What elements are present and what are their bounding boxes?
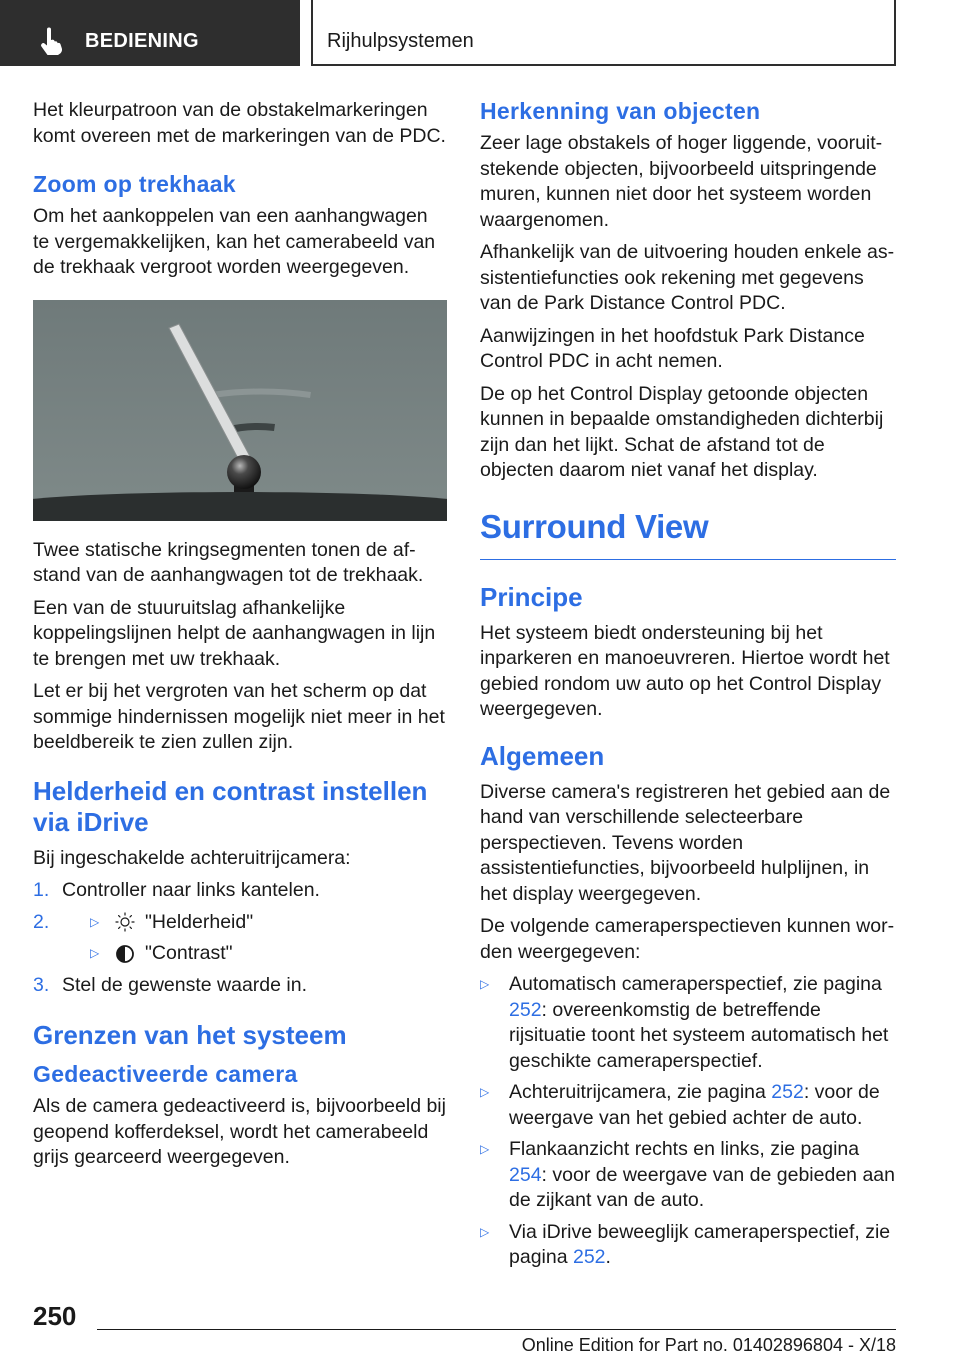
step-number: 1.	[33, 879, 50, 901]
bullet-text: : overeenkomstig de betreffende rijsituatie toont het systeem automatisch het geschikte cameraperspectief.	[509, 998, 889, 1072]
menu-path-contrast	[62, 941, 447, 967]
zoom-heading: Zoom op trekhaak	[33, 171, 236, 197]
bullet-text: : voor de weergave van het gebied achter de auto.	[509, 1081, 880, 1129]
deactivated-camera-paragraph: Als de camera gedeactiveerd is, bijvoorbeeld bij geopend kofferdeksel, wordt het camerabeeld grijs gearceerd weergegeven.	[33, 1095, 446, 1168]
triangle-bullet-icon: ▷	[480, 1142, 490, 1156]
triangle-bullet-icon: ▷	[480, 1085, 490, 1099]
deactivated-camera-heading: Gedeactiveerde camera	[33, 1061, 298, 1087]
chapter-tab	[311, 0, 896, 66]
page-link-252[interactable]: 252	[572, 1246, 606, 1268]
page-number: 250	[33, 1301, 77, 1331]
step-number: 3.	[33, 973, 50, 996]
step-text: Stel de gewenste waarde in.	[62, 973, 307, 996]
object-detection-p1: Zeer lage obstakels of hoger liggende, vooruitstekende objecten, bijvoorbeeld uitspringende muren, kunnen niet door het systeem worden waargenomen.	[480, 132, 883, 231]
bullet-text: Flankaanzicht rechts en links, zie pagina	[509, 1138, 860, 1160]
general-heading: Algemeen	[480, 740, 605, 771]
contrast-icon	[114, 943, 136, 965]
brightness-menu-label: "Helderheid"	[145, 910, 254, 933]
triangle-bullet-icon: ▷	[90, 914, 100, 929]
zoom-warning-paragraph: Let er bij het vergroten van het scherm op dat sommige hindernissen mogelijk niet meer in het beeldbereik te zien zullen zijn.	[33, 680, 445, 753]
hand-pointer-icon	[38, 27, 64, 57]
segments-paragraph: Twee statische kringsegmenten tonen de afstand van de aanhangwagen tot de trekhaak.	[33, 538, 424, 586]
left-column	[33, 98, 447, 1178]
contrast-menu-label: "Contrast"	[145, 942, 233, 964]
object-detection-heading: Herkenning van objecten	[480, 98, 761, 124]
coupling-lines-paragraph: Een van de stuuruitslag afhankelijke koppelingslijnen helpt de aanhangwagen in lijn te brengen met uw trekhaak.	[33, 596, 436, 670]
surround-view-heading: Surround View	[480, 508, 896, 560]
object-detection-p2: Afhankelijk van de uitvoering houden enkele assistentiefuncties ook rekening met gegevens van de Park Distance Control PDC.	[480, 241, 895, 314]
page-link-254[interactable]: 254	[509, 1163, 542, 1186]
list-item	[480, 1137, 896, 1214]
triangle-bullet-icon: ▷	[90, 946, 100, 960]
bullet-text: .	[605, 1246, 611, 1268]
general-paragraph-1: Diverse camera's registreren het gebied aan de hand van verschillende selecteerbare perspectieven. Tevens worden assistentiefuncties, bijvoorbeeld hulplijnen, in het display weergegeven.	[480, 780, 891, 905]
system-limits-heading: Grenzen van het systeem	[33, 1020, 347, 1050]
zoom-paragraph: Om het aankoppelen van een aanhangwagen te vergemakkelijken, kan het camerabeeld van de trekhaak vergroot worden weergegeven.	[33, 205, 436, 278]
page-link-252[interactable]: 252	[509, 998, 542, 1021]
page-link-252[interactable]: 252	[771, 1081, 804, 1103]
section-tab	[0, 0, 300, 66]
hitch-bumper-fill	[33, 506, 447, 521]
right-column	[480, 98, 896, 1277]
section-label: BEDIENING	[85, 30, 199, 52]
chapter-label: Rijhulpsystemen	[327, 30, 474, 52]
list-item	[33, 878, 447, 904]
trailer-hitch-camera-image	[33, 300, 447, 521]
principle-heading: Principe	[480, 581, 583, 612]
triangle-bullet-icon: ▷	[480, 1224, 490, 1239]
object-detection-p4: De op het Control Display getoonde objecten kunnen in bepaalde omstandigheden dichterbij zijn dan het lijkt. Schat de afstand tot de objecten daarom niet vanaf het display.	[480, 382, 884, 481]
hitch-ball	[227, 455, 261, 489]
list-item	[33, 910, 447, 967]
footer-divider	[97, 1329, 896, 1330]
bullet-text: Via iDrive beweeglijk cameraperspectief, zie pagina	[509, 1220, 891, 1268]
list-item	[480, 1220, 896, 1271]
camera-perspectives-list	[480, 972, 896, 1271]
bullet-text: Achteruitrijcamera, zie pagina	[509, 1081, 772, 1103]
steps-list	[33, 878, 447, 998]
triangle-bullet-icon: ▷	[480, 977, 490, 991]
edition-footer: Online Edition for Part no. 01402896804 - X/18	[521, 1335, 896, 1355]
step-number: 2.	[33, 910, 50, 933]
principle-paragraph: Het systeem biedt ondersteuning bij het inparkeren en manoeuvreren. Hiertoe wordt het gebied rondom uw auto op het Control Display weergegeven.	[480, 621, 890, 720]
menu-path-brightness	[62, 910, 447, 936]
list-item	[480, 972, 896, 1074]
intro-paragraph: Het kleurpatroon van de obstakelmarkeringen komt overeen met de markeringen van de PDC.	[33, 99, 446, 147]
sun-icon	[114, 911, 136, 933]
general-paragraph-2: De volgende cameraperspectieven kunnen worden weergegeven:	[480, 915, 895, 963]
page-header	[0, 0, 960, 66]
brightness-contrast-heading: Helderheid en contrast instellen via iDrive	[33, 775, 428, 837]
brightness-intro: Bij ingeschakelde achteruitrijcamera:	[33, 846, 351, 869]
list-item	[480, 1080, 896, 1131]
bullet-text: Automatisch cameraperspectief, zie pagina	[509, 973, 882, 995]
step-text: Controller naar links kantelen.	[62, 879, 320, 901]
bullet-text: : voor de weergave van de gebieden aan de zijkant van de auto.	[509, 1163, 895, 1211]
object-detection-p3: Aanwijzingen in het hoofdstuk Park Distance Control PDC in acht nemen.	[480, 324, 865, 372]
list-item	[33, 973, 447, 999]
